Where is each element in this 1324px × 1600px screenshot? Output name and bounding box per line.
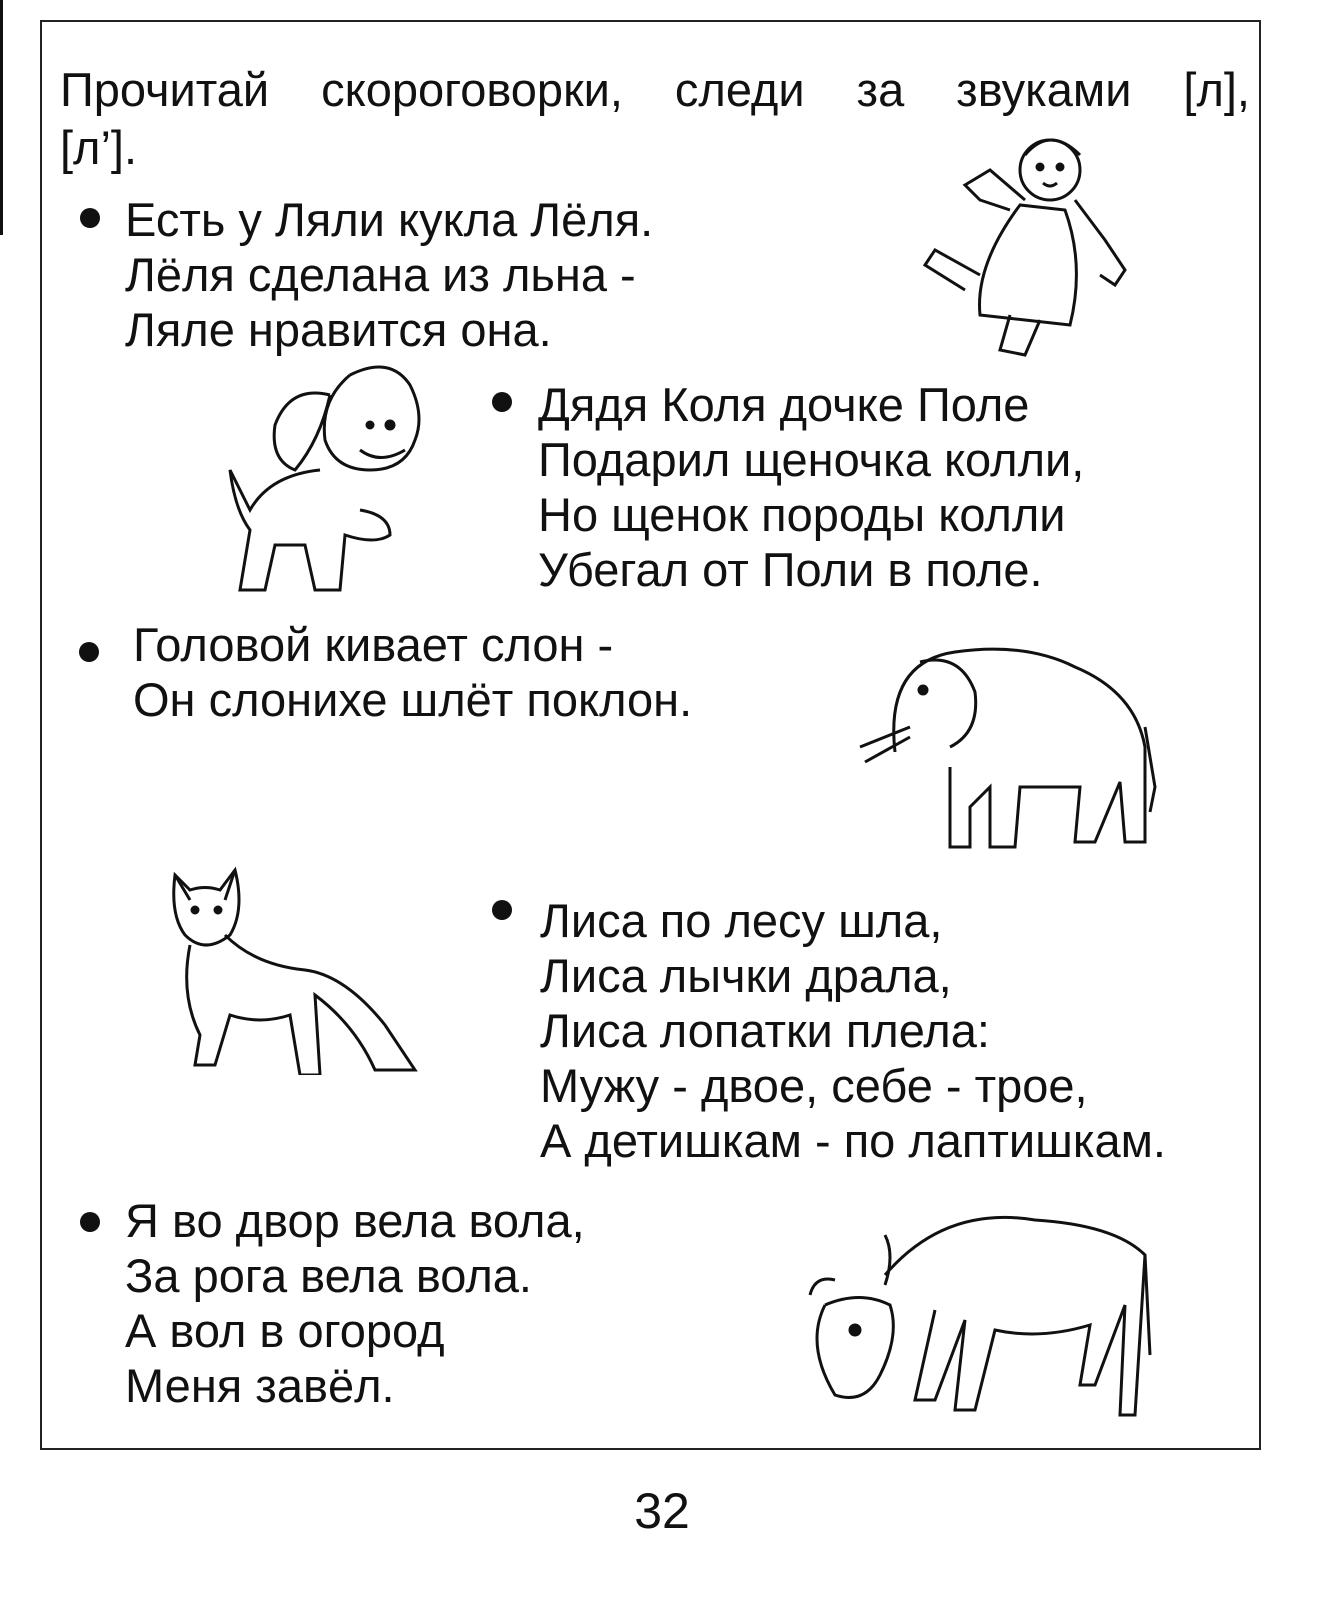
- rhyme-2-line-1: Дядя Коля дочке Поле: [538, 378, 1030, 431]
- bullet-icon: [492, 900, 512, 920]
- rhyme-2-line-4: Убегал от Поли в поле.: [538, 543, 1043, 596]
- rhyme-4-line-1: Лиса по лесу шла,: [540, 894, 943, 947]
- rhyme-1-line-1: Есть у Ляли кукла Лёля.: [125, 193, 654, 246]
- instruction-line-1: Прочитай скороговорки, следи за звуками [л],: [60, 63, 1250, 116]
- fox-icon: [160, 865, 430, 1075]
- page-number: 32: [634, 1483, 690, 1539]
- doll-icon: [915, 125, 1140, 360]
- rhyme-3-line-2: Он слонихе шлёт поклон.: [133, 673, 693, 726]
- bullet-icon: [492, 392, 512, 412]
- rhyme-5-line-4: Меня завёл.: [125, 1359, 395, 1412]
- rhyme-4-line-4: Мужу - двое, себе - трое,: [540, 1059, 1088, 1112]
- rhyme-1-line-2: Лёля сделана из льна -: [125, 248, 636, 301]
- rhyme-4-line-3: Лиса лопатки плела:: [540, 1004, 990, 1057]
- page-edge-line: [0, 0, 3, 235]
- bullet-icon: [80, 208, 100, 228]
- rhyme-4-line-5: А детишкам - по лаптишкам.: [540, 1114, 1166, 1167]
- rhyme-2-line-2: Подарил щеночка колли,: [538, 433, 1085, 486]
- rhyme-4-line-2: Лиса лычки драла,: [540, 949, 952, 1002]
- rhyme-5-line-1: Я во двор вела вола,: [125, 1194, 585, 1247]
- elephant-icon: [855, 632, 1165, 852]
- rhyme-5-line-3: А вол в огород: [125, 1304, 445, 1357]
- rhyme-1-line-3: Ляле нравится она.: [125, 303, 552, 356]
- ox-icon: [800, 1215, 1180, 1445]
- bullet-icon: [79, 642, 99, 662]
- bullet-icon: [80, 1212, 100, 1232]
- instruction-line-2: [л’].: [60, 121, 138, 174]
- rhyme-5-line-2: За рога вела вола.: [125, 1249, 532, 1302]
- puppy-icon: [220, 355, 430, 595]
- rhyme-3-line-1: Головой кивает слон -: [133, 618, 614, 671]
- rhyme-2-line-3: Но щенок породы колли: [538, 488, 1066, 541]
